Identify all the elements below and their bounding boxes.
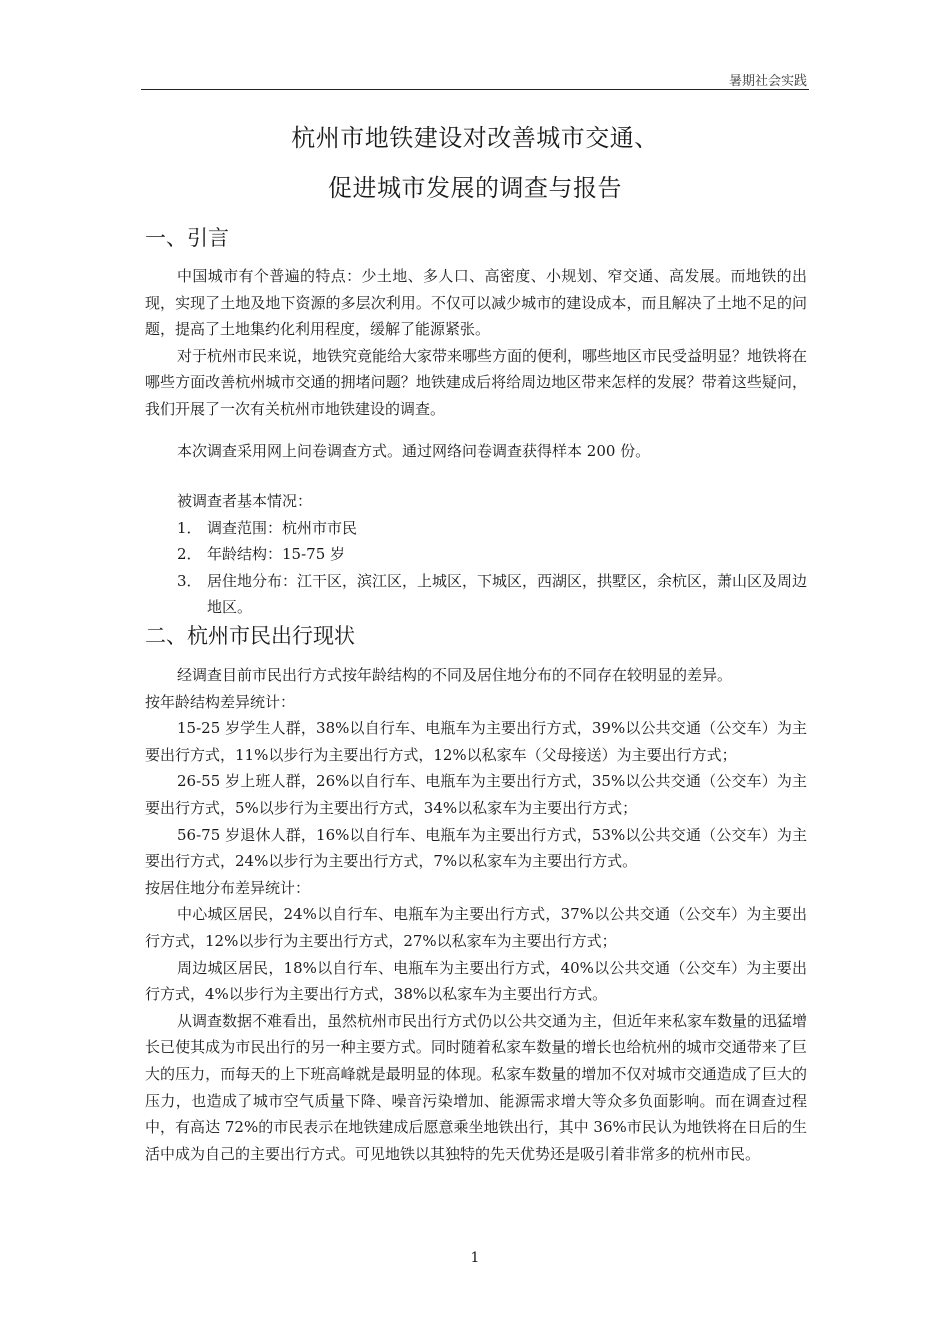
- age-stats-heading: 按年龄结构差异统计：: [145, 692, 296, 711]
- age-stats-56-75: 56-75 岁退休人群，16%以自行车、电瓶车为主要出行方式，53%以公共交通（公交车）为主要出行方式，24%以步行为主要出行方式，7%以私家车为主要出行方式。: [145, 825, 807, 871]
- intro-paragraph-1: 中国城市有个普遍的特点：少土地、多人口、高密度、小规划、窄交通、高发展。而地铁的出现，实现了土地及地下资源的多层次利用。不仅可以减少城市的建设成本，而且解决了土地不足的问题，提高了土地集约化利用程度，缓解了能源紧张。: [145, 267, 807, 339]
- page-number: 1: [470, 1250, 480, 1266]
- residence-stats-peripheral: 周边城区居民，18%以自行车、电瓶车为主要出行方式，40%以公共交通（公交车）为主要出行方式，4%以步行为主要出行方式，38%以私家车为主要出行方式。: [145, 958, 807, 1004]
- list-item-number: 1．: [177, 518, 202, 537]
- intro-paragraph-2: 对于杭州市民来说，地铁究竟能给大家带来哪些方面的便利，哪些地区市民受益明显？地铁将在哪些方面改善杭州城市交通的拥堵问题？地铁建成后将给周边地区带来怎样的发展？带着这些疑问，我们开展了一次有关杭州市地铁建设的调查。: [145, 346, 808, 418]
- intro-paragraphs: [145, 263, 807, 423]
- list-item-text: 年龄结构：15-75 岁: [207, 545, 346, 564]
- respondent-info-heading: 被调查者基本情况：: [177, 492, 313, 510]
- document-title-line-2: 促进城市发展的调查与报告: [328, 174, 622, 202]
- list-item-text: 调查范围：杭州市市民: [207, 518, 358, 537]
- residence-stats-central: 中心城区居民，24%以自行车、电瓶车为主要出行方式，37%以公共交通（公交车）为主要出行方式，12%以步行为主要出行方式，27%以私家车为主要出行方式；: [145, 905, 807, 950]
- travel-status-intro: 经调查目前市民出行方式按年龄结构的不同及居住地分布的不同存在较明显的差异。: [177, 666, 733, 684]
- age-stats-26-55: 26-55 岁上班人群，26%以自行车、电瓶车为主要出行方式，35%以公共交通（公交车）为主要出行方式，5%以步行为主要出行方式，34%以私家车为主要出行方式；: [145, 772, 807, 817]
- survey-method-paragraph: 本次调查采用网上问卷调查方式。通过网络问卷调查获得样本 200 份。: [177, 442, 651, 460]
- list-item-text: 居住地分布：江干区，滨江区，上城区，下城区，西湖区，拱墅区，余杭区，萧山区及周边地区。: [207, 571, 808, 617]
- list-item: [145, 515, 807, 542]
- list-item-number: 2．: [177, 545, 202, 564]
- list-item: [145, 568, 807, 621]
- header-rule: [141, 89, 809, 90]
- section-heading-intro: 一、引言: [145, 226, 229, 250]
- travel-status-conclusion: 从调查数据不难看出，虽然杭州市民出行方式仍以公共交通为主，但近年来私家车数量的迅猛增长已使其成为市民出行的另一种主要方式。同时随着私家车数量的增长也给杭州的城市交通带来了巨大的压力，而每天的上下班高峰就是最明显的体现。私家车数量的增加不仅对城市交通造成了巨大的压力，也造成了城市空气质量下降、噪音污染增加、能源需求增大等众多负面影响。而在调查过程中，有高达 72%的市民表示在地铁建成后愿意乘坐地铁出行，其中 36%市民认为地铁将在日后的生活中成为自己的主要出行方式。可见地铁以其独特的先天优势还是吸引着非常多的杭州市民。: [145, 1011, 808, 1163]
- list-item: [145, 541, 807, 568]
- document-title-line-1: 杭州市地铁建设对改善城市交通、: [291, 124, 659, 152]
- running-header: 暑期社会实践: [728, 74, 807, 89]
- age-stats-15-25: 15-25 岁学生人群，38%以自行车、电瓶车为主要出行方式，39%以公共交通（公交车）为主要出行方式，11%以步行为主要出行方式，12%以私家车（父母接送）为主要出行方式；: [145, 719, 807, 764]
- section-heading-travel-status: 二、杭州市民出行现状: [145, 624, 355, 648]
- travel-status-body: [145, 662, 807, 1167]
- respondent-info: [145, 488, 807, 621]
- survey-method: [145, 438, 807, 465]
- residence-stats-heading: 按居住地分布差异统计：: [145, 878, 311, 897]
- list-item-number: 3．: [177, 571, 202, 590]
